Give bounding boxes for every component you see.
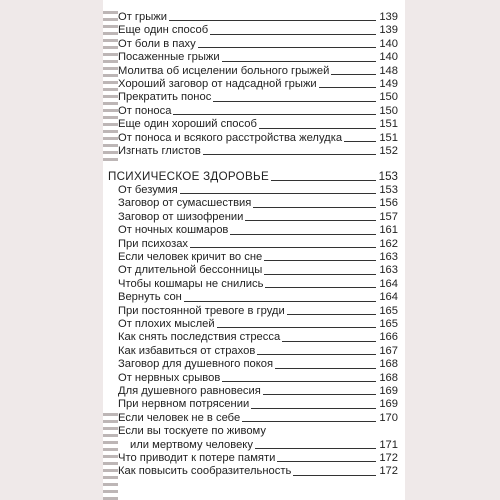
toc-entry-title: От поноса и всякого расстройства желудка (118, 131, 343, 144)
toc-entry-title: Заговор для душевного покоя (118, 358, 274, 371)
toc-entry-title: Хороший заговор от надсадной грыжи (118, 78, 317, 91)
toc-entry-page: 163 (379, 250, 398, 263)
toc-entry (108, 331, 398, 344)
section-title: ПСИХИЧЕСКОЕ ЗДОРОВЬЕ (108, 170, 269, 184)
toc-entry-page: 161 (379, 224, 398, 237)
toc-entry (108, 372, 398, 385)
toc-entry (108, 11, 398, 24)
toc-entry-page: 153 (379, 183, 398, 196)
toc-entry (108, 385, 398, 398)
toc-entry-title: или мертвому человеку (130, 438, 253, 451)
toc-entry (108, 238, 398, 251)
toc-entry-title: От нервных срывов (118, 371, 221, 384)
toc-entry (108, 452, 398, 465)
toc-leader (253, 207, 376, 208)
toc-entry-page: 169 (379, 398, 398, 411)
toc-entry (108, 264, 398, 277)
toc-leader (213, 101, 376, 102)
toc-entry-page: 157 (379, 210, 398, 223)
toc-entry (108, 65, 398, 78)
toc-entry (108, 145, 398, 158)
toc-entry (108, 251, 398, 264)
toc-entry (108, 38, 398, 51)
toc-entry-page: 168 (379, 371, 398, 384)
toc-entry (108, 412, 398, 425)
toc-leader (263, 394, 376, 395)
toc-entry-page: 167 (379, 344, 398, 357)
toc-entry-title: Чтобы кошмары не снились (118, 277, 264, 290)
section-page: 153 (378, 170, 398, 184)
toc-entry-page: 149 (379, 78, 398, 91)
toc-entry-title: При психозах (118, 237, 189, 250)
toc-entry-title: От безумия (118, 183, 178, 196)
toc-entry-title: Как снять последствия стресса (118, 331, 281, 344)
toc-entry-title: Как повысить сообразительность (118, 465, 292, 478)
toc-leader (319, 87, 376, 88)
toc-leader (190, 247, 376, 248)
toc-entry (108, 425, 398, 438)
toc-entry-title: При постоянной тревоге в груди (118, 304, 285, 317)
toc-entry-title: Вернуть сон (118, 291, 182, 304)
toc-leader (230, 234, 376, 235)
toc-entry-title: Заговор от сумасшествия (118, 197, 252, 210)
toc-entry-title: От боли в паху (118, 37, 196, 50)
toc-entry-page: 148 (379, 64, 398, 77)
toc-leader (255, 448, 376, 449)
toc-entry (108, 118, 398, 131)
toc-leader (293, 475, 376, 476)
toc-entry-page: 170 (379, 411, 398, 424)
toc-entry-page: 169 (379, 384, 398, 397)
toc-leader (257, 354, 376, 355)
toc-entry-page: 165 (379, 304, 398, 317)
toc-leader (173, 114, 376, 115)
toc-leader (259, 128, 376, 129)
toc-entry-page: 168 (379, 358, 398, 371)
toc-entry-page: 140 (379, 51, 398, 64)
toc-leader (277, 461, 376, 462)
toc-entry-page: 171 (379, 438, 398, 451)
toc-leader (282, 341, 376, 342)
toc-entry (108, 358, 398, 371)
toc-entry-title: Молитва об исцелении больного грыжей (118, 64, 330, 77)
toc-leader (264, 274, 376, 275)
section-heading (108, 170, 398, 183)
toc-leader (265, 287, 376, 288)
toc-entry-page: 163 (379, 264, 398, 277)
toc-entry-page: 152 (379, 145, 398, 158)
toc-entry-page: 139 (379, 24, 398, 37)
toc-entry (108, 78, 398, 91)
toc-leader (222, 61, 376, 62)
toc-leader (264, 260, 376, 261)
toc-entry-title: Если человек кричит во сне (118, 250, 263, 263)
toc-leader (331, 74, 376, 75)
toc-entry-page: 166 (379, 331, 398, 344)
toc-leader (242, 421, 376, 422)
toc-leader (222, 381, 376, 382)
toc-entry-title: От ночных кошмаров (118, 224, 229, 237)
toc-entry-title: Для душевного равновесия (118, 384, 261, 397)
toc-entry (108, 184, 398, 197)
toc-entry (108, 105, 398, 118)
toc-entry (108, 24, 398, 37)
toc-entry-title: От длительной бессонницы (118, 264, 263, 277)
toc-leader (180, 193, 376, 194)
toc-entry (108, 305, 398, 318)
toc-entry-title: При нервном потрясении (118, 398, 250, 411)
toc-entry-page: 164 (379, 277, 398, 290)
toc-entry-title: Еще один способ (118, 24, 209, 37)
toc-entry-title: От грыжи (118, 11, 168, 23)
toc-group-mental-health (108, 184, 398, 479)
toc-entry (108, 291, 398, 304)
toc-leader (184, 301, 376, 302)
toc-entry-title: Если человек не в себе (118, 411, 241, 424)
toc-entry-title: Как избавиться от страхов (118, 344, 256, 357)
toc-entry (108, 465, 398, 478)
toc-entry (108, 224, 398, 237)
toc-entry-title: От поноса (118, 104, 172, 117)
toc-entry-title: Прекратить понос (118, 91, 212, 104)
toc-entry-title: Если вы тоскуете по живому (118, 425, 266, 438)
toc-entry-page: 150 (379, 91, 398, 104)
toc-entry (108, 345, 398, 358)
toc-entry-title: Еще один хороший способ (118, 118, 257, 131)
toc-entry (108, 91, 398, 104)
toc-leader (245, 220, 376, 221)
toc-leader (251, 408, 376, 409)
toc-entry-title: От плохих мыслей (118, 317, 215, 330)
toc-group-hernia (108, 11, 398, 158)
toc-entry-page: 165 (379, 317, 398, 330)
toc-entry (108, 132, 398, 145)
toc-leader (169, 20, 376, 21)
toc-entry-page: 156 (379, 197, 398, 210)
toc-leader (198, 47, 376, 48)
toc-entry (108, 318, 398, 331)
toc-entry-page: 172 (379, 465, 398, 478)
toc-entry-page: 150 (379, 104, 398, 117)
toc-entry-title: Заговор от шизофрении (118, 210, 244, 223)
toc-entry-title: Изгнать глистов (118, 145, 201, 158)
toc-leader (210, 34, 376, 35)
toc-entry (108, 211, 398, 224)
table-of-contents (108, 11, 398, 479)
toc-entry (108, 439, 398, 452)
toc-entry-page: 172 (379, 452, 398, 464)
toc-leader (344, 141, 376, 142)
toc-entry (108, 51, 398, 64)
toc-entry-page: 151 (379, 118, 398, 131)
toc-entry-title: Посаженные грыжи (118, 51, 220, 64)
toc-entry-title: Что приводит к потере памяти (118, 452, 276, 464)
toc-leader (217, 327, 376, 328)
toc-leader (203, 154, 376, 155)
toc-entry-page: 151 (379, 131, 398, 144)
toc-leader (287, 314, 376, 315)
toc-entry (108, 398, 398, 411)
toc-entry-page: 162 (379, 237, 398, 250)
toc-entry (108, 197, 398, 210)
toc-entry-page: 164 (379, 291, 398, 304)
toc-entry-page: 140 (379, 37, 398, 50)
toc-leader (275, 368, 376, 369)
toc-entry-page: 139 (379, 11, 398, 23)
toc-entry (108, 278, 398, 291)
